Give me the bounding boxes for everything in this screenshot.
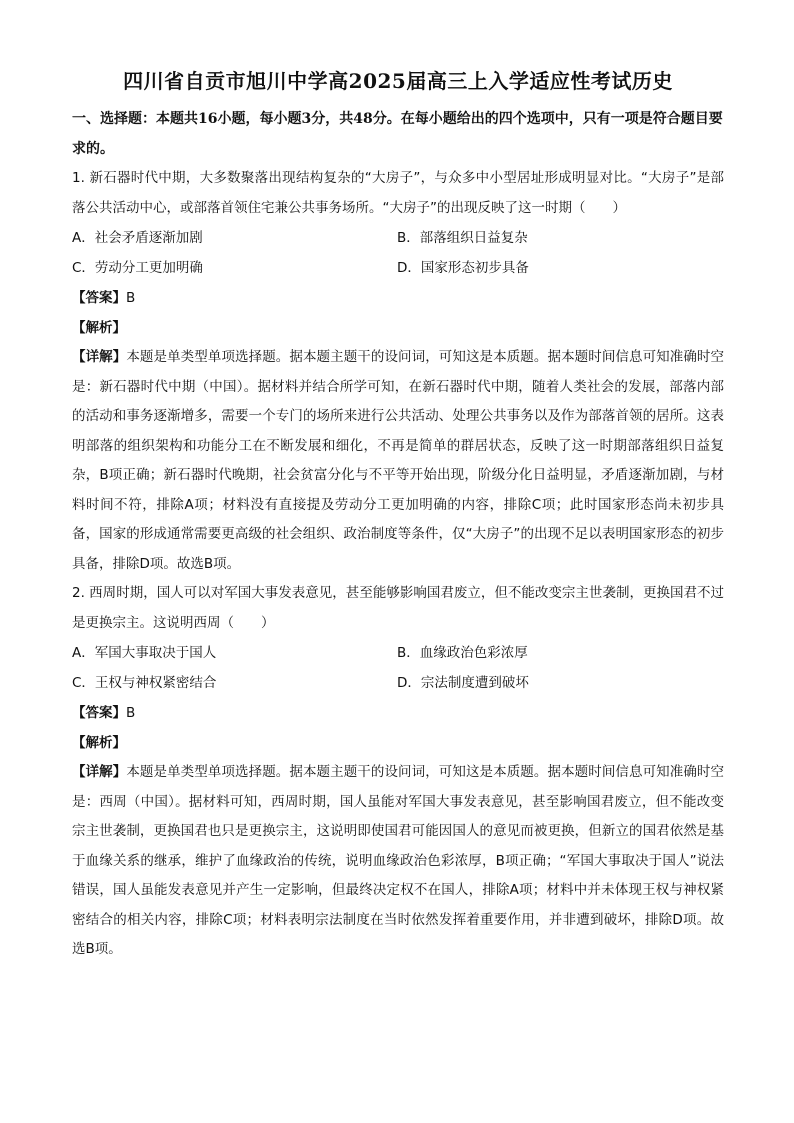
option-d: D．宗法制度遭到破坏 (397, 675, 529, 691)
option-list (72, 223, 724, 283)
option-a: A．社会矛盾逐渐加剧 (72, 230, 203, 246)
detail-label: 【详解】 (72, 349, 127, 365)
answer-line (72, 283, 724, 313)
option-c: C．劳动分工更加明确 (72, 260, 203, 276)
option-b: B．血缘政治色彩浓厚 (397, 645, 528, 661)
section-header: 一、选择题：本题共16小题，每小题3分，共48分。在每小题给出的四个选项中，只有一项是符合题目要求的。 (72, 111, 723, 157)
option-c: C．王权与神权紧密结合 (72, 675, 217, 691)
question-1 (72, 164, 724, 579)
answer-label: 【答案】 (72, 290, 126, 306)
document-page (72, 66, 724, 965)
detail-text: 本题是单类型单项选择题。据本题主题干的设问词，可知这是本质题。据本题时间信息可知准确时空是：新石器时代中期（中国）。据材料并结合所学可知，在新石器时代中期，随着人类社会的发展，部落内部的活动和事务逐渐增多，需要一个专门的场所来进行公共活动、处理公共事务以及作为部落首领的居所。这表明部落的组织架构和功能分工在不断发展和细化，不再是简单的群居状态，反映了这一时期部落组织日益复杂，B项正确；新石器时代晚期，社会贫富分化与不平等开始出现，阶级分化日益明显，矛盾逐渐加剧，与材料时间不符，排除A项；材料没有直接提及劳动分工更加明确的内容，排除C项；此时国家形态尚未初步具备，国家的形成通常需要更高级的社会组织、政治制度等条件，仅“大房子”的出现不足以表明国家形态的初步具备，排除D项。故选B项。 (72, 349, 725, 572)
detail-label: 【详解】 (72, 764, 127, 780)
option-b: B．部落组织日益复杂 (397, 230, 528, 246)
analysis-line (72, 728, 724, 758)
option-a: A．军国大事取决于国人 (72, 645, 217, 661)
detail-text: 本题是单类型单项选择题。据本题主题干的设问词，可知这是本质题。据本题时间信息可知准确时空是：西周（中国）。据材料可知，西周时期，国人虽能对军国大事发表意见，甚至影响国君废立，但不能改变宗主世袭制，更换国君也只是更换宗主，这说明即使国君可能因国人的意见而被更换，但新立的国君依然是基于血缘关系的继承，维护了血缘政治的传统，说明血缘政治色彩浓厚，B项正确；“军国大事取决于国人”说法错误，国人虽能发表意见并产生一定影响，但最终决定权不在国人，排除A项；材料中并未体现王权与神权紧密结合的相关内容，排除C项；材料表明宗法制度在当时依然发挥着重要作用，并非遭到破坏，排除D项。故选B项。 (72, 764, 725, 957)
document-title: 四川省自贡市旭川中学高2025届高三上入学适应性考试历史 (123, 69, 673, 93)
option-list (72, 638, 724, 698)
analysis-label: 【解析】 (72, 320, 126, 336)
answer-value: B (126, 290, 136, 306)
detail-paragraph (72, 758, 724, 965)
answer-value: B (126, 705, 136, 721)
question-stem: 1. 新石器时代中期，大多数聚落出现结构复杂的“大房子”，与众多中小型居址形成明显对比。“大房子”是部落公共活动中心，或部落首领住宅兼公共事务场所。“大房子”的出现反映了这一时期（ ） (72, 170, 724, 216)
detail-paragraph (72, 343, 724, 579)
answer-label: 【答案】 (72, 705, 126, 721)
question-stem: 2. 西周时期，国人可以对军国大事发表意见，甚至能够影响国君废立，但不能改变宗主世袭制，更换国君不过是更换宗主。这说明西周（ ） (72, 585, 724, 631)
option-d: D．国家形态初步具备 (397, 260, 529, 276)
analysis-line (72, 313, 724, 343)
analysis-label: 【解析】 (72, 735, 126, 751)
question-2 (72, 579, 724, 965)
answer-line (72, 698, 724, 728)
